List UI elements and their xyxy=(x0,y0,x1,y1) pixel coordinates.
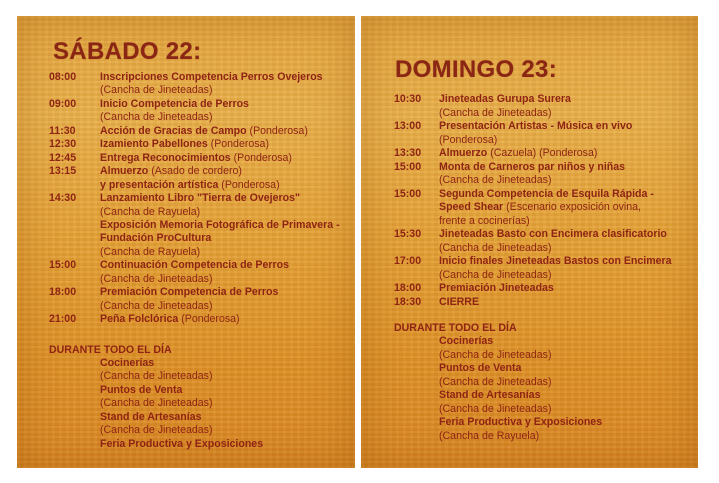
event-name: Almuerzo xyxy=(439,147,488,159)
event-location: (Ponderosa) xyxy=(246,124,308,137)
schedule-time: 14:30 xyxy=(49,192,77,205)
event-location: (Cancha de Jineteadas) xyxy=(439,241,552,254)
event-location: (Cancha de Jineteadas) xyxy=(100,84,213,97)
schedule-time: 12:45 xyxy=(49,151,77,164)
schedule-time: 08:00 xyxy=(49,71,77,83)
event-location: (Cancha de Jineteadas) xyxy=(100,299,213,312)
event-name: Peña Folclórica xyxy=(100,313,179,326)
event-location: (Cancha de Jineteadas) xyxy=(100,272,213,285)
schedule-text xyxy=(439,215,530,227)
during-item-name: Stand de Artesanías xyxy=(100,410,202,423)
event-location: (Ponderosa) xyxy=(439,133,498,146)
during-item-name: Cocinerías xyxy=(439,335,494,347)
schedule-text xyxy=(100,300,212,312)
schedule-text xyxy=(439,174,551,186)
schedule-text xyxy=(100,111,212,123)
event-name: Acción de Gracias de Campo xyxy=(100,124,247,137)
during-row xyxy=(439,376,551,388)
during-item-location: (Cancha de Jineteadas) xyxy=(439,402,552,415)
during-row xyxy=(100,397,212,409)
schedule-time: 15:30 xyxy=(394,228,422,240)
schedule-time: 12:30 xyxy=(49,138,77,151)
event-name: Almuerzo xyxy=(100,165,149,178)
schedule-text xyxy=(439,242,551,254)
schedule-text xyxy=(100,179,280,191)
schedule-text xyxy=(439,228,667,240)
during-row xyxy=(100,357,154,369)
schedule-time: 15:00 xyxy=(394,160,422,173)
event-name: y presentación artística xyxy=(100,178,219,191)
schedule-text xyxy=(100,165,242,177)
schedule-text xyxy=(439,93,571,105)
saturday-during-heading: DURANTE TODO EL DÍA xyxy=(49,344,172,356)
event-name: Inscripciones Competencia Perros Ovejeros xyxy=(100,71,323,83)
schedule-text xyxy=(439,161,625,173)
event-name: Lanzamiento Libro "Tierra de Ovejeros" xyxy=(100,192,301,205)
during-item-location: (Cancha de Jineteadas) xyxy=(100,424,213,437)
schedule-text xyxy=(100,192,300,204)
during-item-name: Feria Productiva y Exposiciones xyxy=(100,437,264,450)
schedule-time: 17:00 xyxy=(394,255,422,267)
during-row xyxy=(439,362,521,374)
schedule-text xyxy=(439,107,551,119)
event-location: (Escenario exposición ovina, xyxy=(503,201,641,213)
schedule-time: 09:00 xyxy=(49,97,77,110)
event-location: (Ponderosa) xyxy=(218,178,280,191)
schedule-time: 11:30 xyxy=(49,124,76,137)
schedule-text xyxy=(439,201,641,213)
during-item-location: (Cancha de Jineteadas) xyxy=(439,375,552,388)
event-location: (Cancha de Rayuela) xyxy=(100,205,201,218)
during-item-location: (Cancha de Jineteadas) xyxy=(100,370,213,383)
during-item-name: Puntos de Venta xyxy=(439,362,522,374)
event-name: Continuación Competencia de Perros xyxy=(100,259,289,272)
schedule-time: 15:00 xyxy=(394,187,422,200)
during-row xyxy=(100,411,201,423)
event-location: (Cancha de Jineteadas) xyxy=(439,106,552,119)
schedule-time: 15:00 xyxy=(49,259,77,272)
schedule-text xyxy=(439,296,479,308)
schedule-time: 21:00 xyxy=(49,313,77,326)
event-name: Presentación Artistas - Música en vivo xyxy=(439,120,633,132)
during-row xyxy=(439,403,551,415)
event-name: Jineteadas Basto con Encimera clasificatorio xyxy=(439,228,667,240)
schedule-text xyxy=(100,273,212,285)
sunday-during-heading: DURANTE TODO EL DÍA xyxy=(394,322,517,334)
event-name: Premiación Jineteadas xyxy=(439,282,554,294)
during-row xyxy=(100,424,212,436)
schedule-text xyxy=(100,246,200,258)
event-name: Fundación ProCultura xyxy=(100,232,212,245)
schedule-text xyxy=(439,134,497,146)
during-row xyxy=(439,349,551,361)
during-item-name: Stand de Artesanías xyxy=(439,389,541,401)
schedule-text xyxy=(439,120,632,132)
during-row xyxy=(439,430,539,442)
event-name: Exposición Memoria Fotográfica de Primavera - xyxy=(100,218,340,231)
event-location: (Ponderosa) xyxy=(230,151,292,164)
schedule-time: 13:30 xyxy=(394,147,422,159)
schedule-text xyxy=(439,188,654,200)
during-item-location: (Cancha de Jineteadas) xyxy=(100,397,213,410)
schedule-text xyxy=(439,147,597,159)
during-item-name: Puntos de Venta xyxy=(100,383,183,396)
event-name: Jineteadas Gurupa Surera xyxy=(439,93,571,105)
schedule-text xyxy=(439,255,672,267)
during-row xyxy=(439,416,602,428)
during-row xyxy=(100,370,212,382)
event-name: Inicio finales Jineteadas Bastos con Encimera xyxy=(439,255,672,267)
during-row xyxy=(100,438,263,450)
schedule-text xyxy=(100,125,308,137)
event-name: Monta de Carneros par niños y niñas xyxy=(439,160,626,173)
during-row xyxy=(439,389,540,401)
event-name: Speed Shear xyxy=(439,201,504,213)
event-name: Inicio Competencia de Perros xyxy=(100,97,249,110)
event-location: (Ponderosa) xyxy=(178,313,240,326)
event-location: (Cancha de Rayuela) xyxy=(100,245,201,258)
event-location: (Cazuela) (Ponderosa) xyxy=(487,147,598,159)
during-item-location: (Cancha de Jineteadas) xyxy=(439,348,552,361)
schedule-text xyxy=(100,206,200,218)
schedule-text xyxy=(100,286,278,298)
schedule-text xyxy=(439,282,554,294)
schedule-time: 13:00 xyxy=(394,120,422,132)
schedule-text xyxy=(100,219,340,231)
during-item-name: Feria Productiva y Exposiciones xyxy=(439,416,603,428)
schedule-text xyxy=(100,98,249,110)
event-location: frente a cocinerías) xyxy=(439,214,530,227)
saturday-panel xyxy=(17,16,355,468)
schedule-time: 18:00 xyxy=(49,286,77,299)
schedule-time: 10:30 xyxy=(394,93,422,105)
during-row xyxy=(439,335,493,347)
sunday-panel xyxy=(361,16,698,468)
schedule-text xyxy=(100,138,269,150)
schedule-time: 18:00 xyxy=(394,282,422,294)
schedule-time: 18:30 xyxy=(394,295,422,308)
event-location: (Ponderosa) xyxy=(207,138,269,151)
event-name: CIERRE xyxy=(439,295,480,308)
during-item-name: Cocinerías xyxy=(100,357,155,369)
schedule-text xyxy=(100,259,289,271)
sunday-title: DOMINGO 23: xyxy=(395,56,557,83)
panel-divider xyxy=(356,16,360,468)
event-location: (Asado de cordero) xyxy=(148,165,242,178)
schedule-text xyxy=(439,269,551,281)
event-location: (Cancha de Jineteadas) xyxy=(439,174,552,186)
schedule-text xyxy=(100,71,323,83)
event-location: (Cancha de Jineteadas) xyxy=(439,268,552,281)
event-name: Entrega Reconocimientos xyxy=(100,151,231,164)
schedule-text xyxy=(100,152,292,164)
schedule-time: 13:15 xyxy=(49,165,77,178)
event-name: Premiación Competencia de Perros xyxy=(100,286,279,299)
schedule-text xyxy=(100,313,240,325)
schedule-text xyxy=(100,84,212,96)
during-row xyxy=(100,384,182,396)
event-name: Izamiento Pabellones xyxy=(100,138,208,151)
event-location: (Cancha de Jineteadas) xyxy=(100,111,213,124)
schedule-text xyxy=(100,232,211,244)
saturday-title: SÁBADO 22: xyxy=(53,38,202,65)
event-name: Segunda Competencia de Esquila Rápida - xyxy=(439,187,654,200)
during-item-location: (Cancha de Rayuela) xyxy=(439,429,540,442)
